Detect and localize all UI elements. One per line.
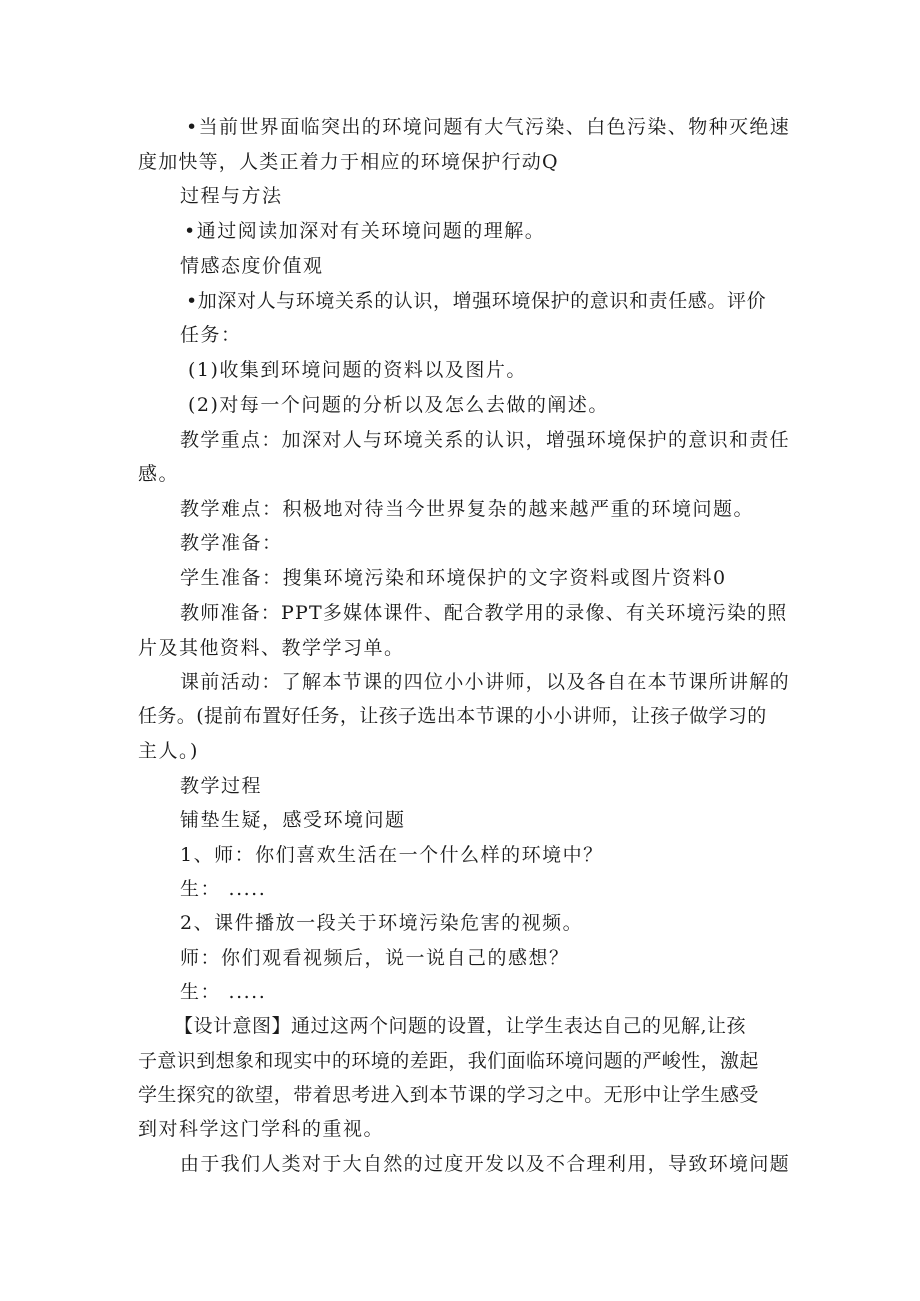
- paragraph-line: 子意识到想象和现实中的环境的差距，我们面临环境问题的严峻性，激起: [138, 1050, 759, 1072]
- list-item: (2)对每一个问题的分析以及怎么去做的阐述。: [188, 394, 609, 416]
- paragraph-line: 学生准备：搜集环境污染和环境保护的文字资料或图片资料0: [180, 567, 727, 589]
- paragraph-line: 任务：: [180, 324, 242, 346]
- paragraph-line: 课前活动：了解本节课的四位小小讲师，以及各自在本节课所讲解的: [180, 671, 791, 693]
- paragraph-line: 到对科学这门学科的重视。: [138, 1118, 385, 1140]
- paragraph-line: 生： .....: [180, 878, 267, 900]
- paragraph-line: 任务。(提前布置好任务，让孩子选出本节课的小小讲师，让孩子做学习的: [138, 705, 767, 727]
- paragraph-line: 师：你们观看视频后，说一说自己的感想？: [180, 947, 570, 969]
- section-heading: 过程与方法: [180, 185, 283, 207]
- paragraph-line: 主人。): [138, 740, 199, 762]
- paragraph-line: 度加快等，人类正着力于相应的环境保护行动Q: [138, 151, 559, 173]
- list-item: (1)收集到环境问题的资料以及图片。: [188, 359, 527, 381]
- section-heading: 铺垫生疑，感受环境问题: [180, 809, 406, 831]
- paragraph-line: 生： .....: [180, 981, 267, 1003]
- paragraph-line: •加深对人与环境关系的认识，增强环境保护的意识和责任感。评价: [186, 290, 767, 312]
- paragraph-line: 教师准备：PPT多媒体课件、配合教学用的录像、有关环境污染的照: [180, 602, 788, 624]
- paragraph-line: 教学准备：: [180, 532, 283, 554]
- paragraph-line: •当前世界面临突出的环境问题有大气污染、白色污染、物种灭绝速: [186, 116, 791, 138]
- paragraph-line: 教学难点：积极地对待当今世界复杂的越来越严重的环境问题。: [180, 498, 755, 520]
- paragraph-line: 片及其他资料、教学学习单。: [138, 637, 405, 659]
- section-heading: 情感态度价值观: [180, 255, 324, 277]
- paragraph-line: 2、课件播放一段关于环境污染危害的视频。: [180, 912, 584, 934]
- paragraph-line: 由于我们人类对于大自然的过度开发以及不合理利用，导致环境问题: [180, 1153, 791, 1175]
- paragraph-line: 学生探究的欲望，带着思考进入到本节课的学习之中。无形中让学生感受: [138, 1084, 759, 1106]
- section-heading: 教学过程: [180, 775, 263, 797]
- paragraph-line: 教学重点：加深对人与环境关系的认识，增强环境保护的意识和责任: [180, 429, 791, 451]
- paragraph-line: 1、师：你们喜欢生活在一个什么样的环境中？: [180, 844, 604, 866]
- paragraph-line: 感。: [138, 463, 180, 485]
- paragraph-line: 【设计意图】通过这两个问题的设置，让学生表达自己的见解,让孩: [174, 1015, 747, 1037]
- paragraph-line: •通过阅读加深对有关环境问题的理解。: [184, 220, 546, 242]
